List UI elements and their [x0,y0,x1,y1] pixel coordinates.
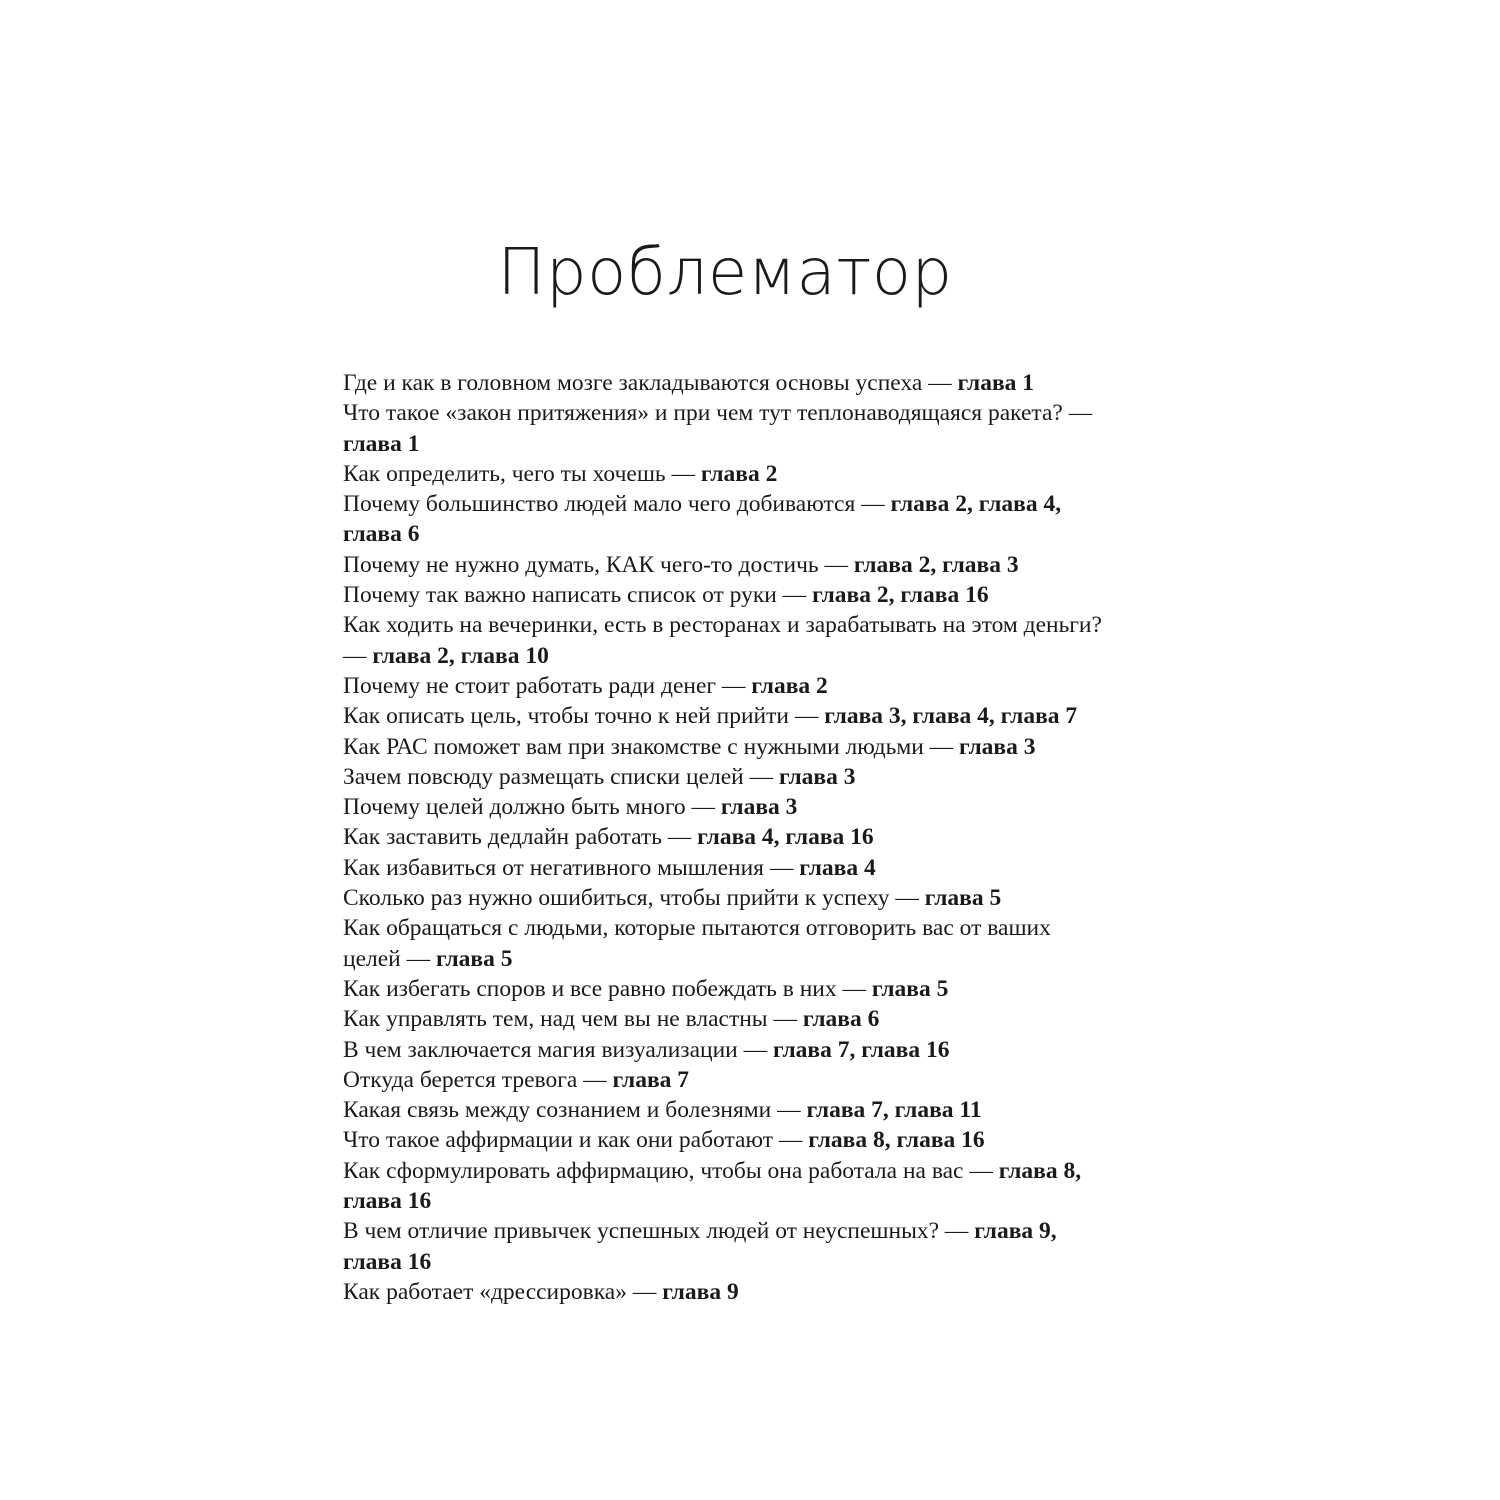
entry-question: Как избавиться от негативного мышления — [343,854,800,881]
problem-index-list [343,368,1113,1307]
entry-chapter-refs: глава 1 [957,370,1035,396]
index-entry [343,550,1113,580]
index-entry [343,610,1113,671]
index-entry [343,1035,1113,1065]
entry-chapter-refs: глава 2, глава 4, глава 6 [343,491,1062,548]
entry-question: Почему целей должно быть много — [343,794,721,821]
index-entry [343,853,1113,883]
entry-chapter-refs: глава 2 [751,672,828,699]
entry-question: Как сформулировать аффирмацию, чтобы она работала на вас — [343,1157,999,1184]
index-entry [343,1125,1113,1155]
entry-chapter-refs: глава 9 [662,1278,739,1305]
index-entry [343,459,1113,489]
entry-chapter-refs: глава 5 [436,945,513,972]
entry-chapter-refs: глава 2 [700,460,778,487]
entry-chapter-refs: глава 2, глава 10 [372,642,549,669]
entry-chapter-refs: глава 3 [779,763,856,790]
entry-question: Что такое аффирмации и как они работают — [343,1127,809,1154]
entry-question: Как ходить на вечеринки, есть в ресторанах и зарабатывать на этом деньги? — [343,612,1102,669]
entry-chapter-refs: глава 3 [720,794,798,821]
index-entry [343,822,1113,852]
index-entry [343,1095,1113,1125]
entry-question: Что такое «закон притяжения» и при чем тут теплонаводящаяся ракета? — [343,400,1093,427]
entry-chapter-refs: глава 7, глава 16 [773,1036,950,1063]
entry-question: Как избегать споров и все равно побеждать в них — [343,975,872,1002]
entry-question: Как заставить дедлайн работать — [343,824,698,851]
entry-chapter-refs: глава 6 [802,1006,880,1033]
entry-chapter-refs: глава 8, глава 16 [343,1157,1082,1215]
entry-chapter-refs: глава 2, глава 3 [853,551,1019,578]
entry-question: Как обращаться с людьми, которые пытаются отговорить вас от ваших целей — [343,915,1051,972]
entry-question: Как управлять тем, над чем вы не властны — [343,1006,803,1033]
entry-chapter-refs: глава 3 [959,733,1036,760]
index-entry [343,1156,1113,1217]
entry-chapter-refs: глава 2, глава 16 [812,582,989,609]
index-entry [343,732,1113,762]
entry-chapter-refs: глава 4, глава 16 [697,824,874,851]
entry-chapter-refs: глава 7 [612,1066,690,1093]
entry-chapter-refs: глава 8, глава 16 [808,1127,985,1154]
index-entry [343,974,1113,1004]
entry-question: Как работает «дрессировка» — [343,1278,663,1305]
index-entry [343,883,1113,913]
entry-question: Зачем повсюду размещать списки целей — [343,763,780,790]
entry-question: Почему так важно написать список от руки — [343,582,813,609]
entry-question: В чем заключается магия визуализации — [343,1036,773,1063]
index-entry [343,580,1113,610]
entry-question: В чем отличие привычек успешных людей от неуспешных? — [343,1218,975,1245]
entry-chapter-refs: глава 5 [871,975,949,1002]
entry-chapter-refs: глава 4 [799,854,876,881]
entry-question: Сколько раз нужно ошибиться, чтобы прийти к успеху — [343,885,925,912]
entry-question: Откуда берется тревога — [343,1066,613,1093]
entry-question: Как определить, чего ты хочешь — [343,460,701,487]
index-entry [343,671,1113,701]
entry-question: Где и как в головном мозге закладываются основы успеха — [343,370,958,396]
index-entry [343,1065,1113,1095]
index-entry [343,368,1113,398]
entry-question: Почему большинство людей мало чего добиваются — [343,491,891,518]
index-entry [343,701,1113,731]
entry-question: Как РАС поможет вам при знакомстве с нужными людьми — [343,733,960,760]
entry-chapter-refs: глава 1 [343,430,420,457]
index-entry [343,1216,1113,1277]
index-entry [343,762,1113,792]
entry-chapter-refs: глава 3, глава 4, глава 7 [824,703,1078,730]
index-entry [343,913,1113,974]
entry-chapter-refs: глава 7, глава 11 [806,1097,982,1124]
entry-question: Почему не нужно думать, КАК чего-то достичь — [343,551,854,578]
index-entry [343,1277,1113,1307]
index-entry [343,398,1113,459]
entry-question: Как описать цель, чтобы точно к ней прийти — [343,703,825,730]
entry-question: Почему не стоит работать ради денег — [343,672,752,699]
entry-chapter-refs: глава 9, глава 16 [343,1218,1057,1275]
page-title: Проблематор [497,236,953,310]
entry-chapter-refs: глава 5 [924,885,1002,912]
index-entry [343,792,1113,822]
entry-question: Какая связь между сознанием и болезнями — [343,1097,807,1124]
index-entry [343,1004,1113,1034]
index-entry [343,489,1113,550]
